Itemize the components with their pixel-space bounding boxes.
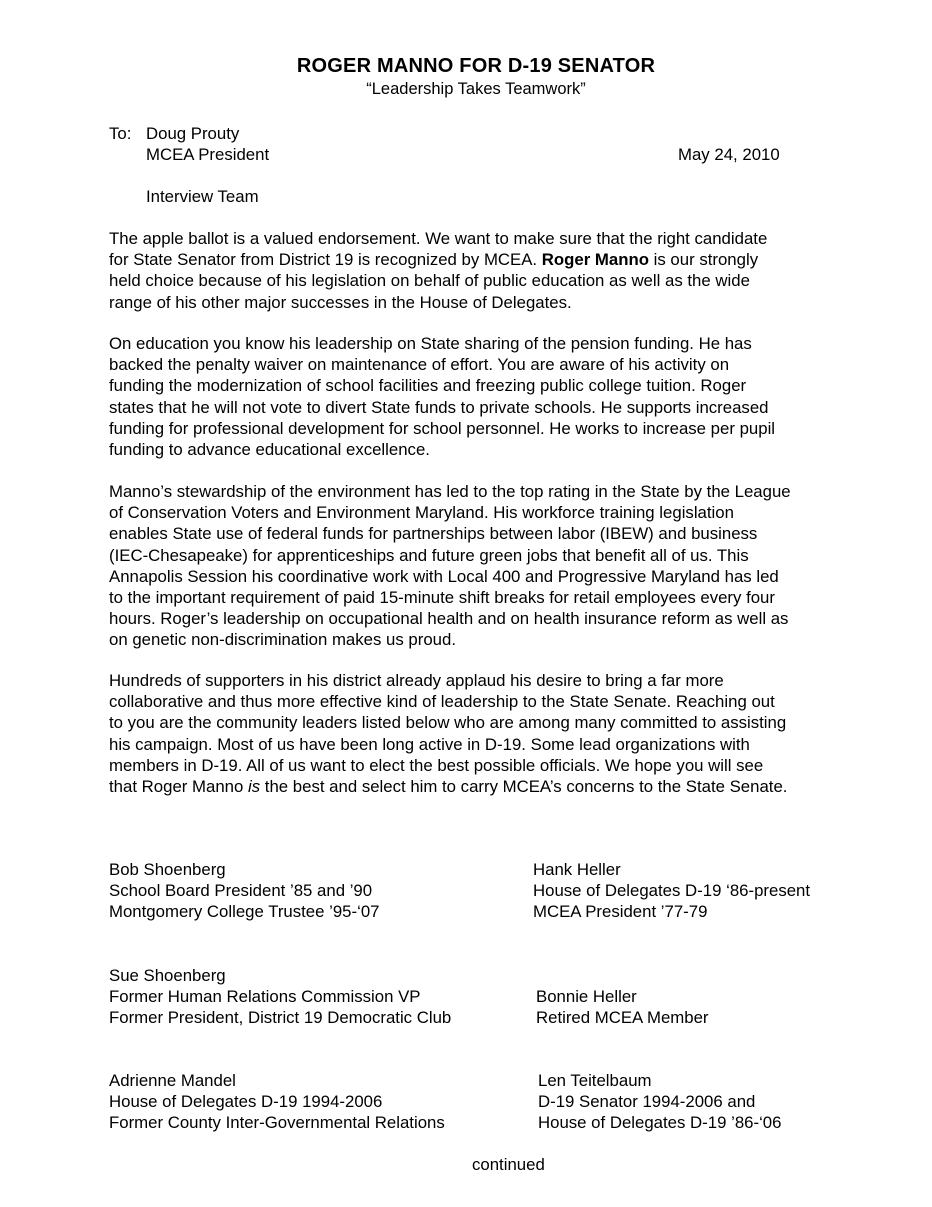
signatory-hank-heller: [533, 859, 810, 923]
paragraph-line: states that he will not vote to divert State funds to private schools. He supports increased: [109, 397, 769, 417]
signatory-name: Bob Shoenberg: [109, 860, 226, 879]
signatory-title: Retired MCEA Member: [536, 1008, 709, 1028]
signatory-title: MCEA President ’77-79: [533, 902, 708, 922]
signatory-title: Former Human Relations Commission VP: [109, 987, 421, 1007]
paragraph-line: members in D-19. All of us want to elect the best possible officials. We hope you will see: [109, 755, 764, 775]
paragraph-line: held choice because of his legislation on behalf of public education as well as the wide: [109, 271, 750, 291]
letter-date: May 24, 2010: [678, 145, 780, 164]
paragraph-line: his campaign. Most of us have been long active in D-19. Some lead organizations with: [109, 734, 750, 754]
signatory-bonnie-heller: [536, 986, 709, 1028]
signatory-title: House of Delegates D-19 1994-2006: [109, 1092, 383, 1112]
paragraph-line: funding the modernization of school facilities and freezing public college tuition. Roger: [109, 376, 747, 396]
letter-title: ROGER MANNO FOR D-19 SENATOR: [296, 55, 656, 77]
signatory-sue-shoenberg: [109, 965, 451, 1029]
paragraph-line: funding for professional development for school personnel. He works to increase per pupil: [109, 418, 776, 438]
signatory-name: Hank Heller: [533, 860, 621, 879]
paragraph-line: backed the penalty waiver on maintenance of effort. You are aware of his activity on: [109, 355, 730, 375]
paragraph-line: Manno’s stewardship of the environment has led to the top rating in the State by the League: [109, 482, 791, 501]
signatory-name: Sue Shoenberg: [109, 966, 226, 985]
emphasis-italic: is: [248, 777, 261, 797]
candidate-name-bold: Roger Manno: [541, 250, 649, 270]
paragraph-line: On education you know his leadership on State sharing of the pension funding. He has: [109, 334, 752, 353]
paragraph-supporters: [109, 670, 869, 797]
paragraph-line: The apple ballot is a valued endorsement. We want to make sure that the right candidate: [109, 229, 768, 248]
paragraph-line: to you are the community leaders listed below who are among many committed to assisting: [109, 713, 787, 733]
paragraph-line: Annapolis Session his coordinative work with Local 400 and Progressive Maryland has led: [109, 566, 779, 586]
addressee-role: MCEA President: [146, 145, 270, 164]
paragraph-line: Hundreds of supporters in his district already applaud his desire to bring a far more: [109, 671, 724, 690]
signatory-title: D-19 Senator 1994-2006 and: [538, 1092, 756, 1112]
signatory-title: Montgomery College Trustee ’95-‘07: [109, 902, 380, 922]
paragraph-line: enables State use of federal funds for partnerships between labor (IBEW) and business: [109, 524, 758, 544]
signatory-name: Adrienne Mandel: [109, 1071, 236, 1090]
campaign-slogan: “Leadership Takes Teamwork”: [366, 80, 586, 98]
paragraph-education: [109, 333, 869, 460]
paragraph-environment: [109, 481, 869, 651]
signatory-len-teitelbaum: [538, 1070, 781, 1134]
signatory-name: Len Teitelbaum: [538, 1071, 652, 1090]
signatory-adrienne-mandel: [109, 1070, 445, 1134]
paragraph-line: range of his other major successes in the House of Delegates.: [109, 292, 572, 312]
paragraph-line: hours. Roger’s leadership on occupational health and on health insurance reform as well as: [109, 609, 789, 629]
paragraph-line: funding to advance educational excellence.: [109, 440, 430, 460]
signatory-name: Bonnie Heller: [536, 987, 637, 1006]
paragraph-line: to the important requirement of paid 15-minute shift breaks for retail employees every four: [109, 588, 775, 608]
paragraph-line: for State Senator from District 19 is recognized by MCEA. Roger Manno is our strongly: [109, 250, 759, 270]
paragraph-line: collaborative and thus more effective kind of leadership to the State Senate. Reaching out: [109, 692, 775, 712]
signatory-title: School Board President ’85 and ’90: [109, 881, 373, 901]
paragraph-line: of Conservation Voters and Environment Maryland. His workforce training legislation: [109, 503, 734, 523]
signatory-title: House of Delegates D-19 ‘86-present: [533, 881, 811, 901]
signatory-title: Former President, District 19 Democratic Club: [109, 1008, 452, 1028]
signatory-title: Former County Inter-Governmental Relations: [109, 1113, 445, 1133]
paragraph-line: on genetic non-discrimination makes us proud.: [109, 630, 456, 650]
addressee-team: Interview Team: [146, 187, 259, 206]
signatory-bob-shoenberg: [109, 859, 380, 923]
paragraph-line: that Roger Manno is the best and select him to carry MCEA’s concerns to the State Senate.: [109, 777, 788, 797]
addressee-name: Doug Prouty: [146, 124, 240, 143]
signatory-title: House of Delegates D-19 ’86-‘06: [538, 1113, 782, 1133]
paragraph-line: (IEC-Chesapeake) for apprenticeships and future green jobs that benefit all of us. This: [109, 545, 749, 565]
paragraph-apple-ballot: [109, 228, 869, 313]
continued-note: continued: [472, 1155, 545, 1174]
to-label: To:: [109, 124, 132, 143]
